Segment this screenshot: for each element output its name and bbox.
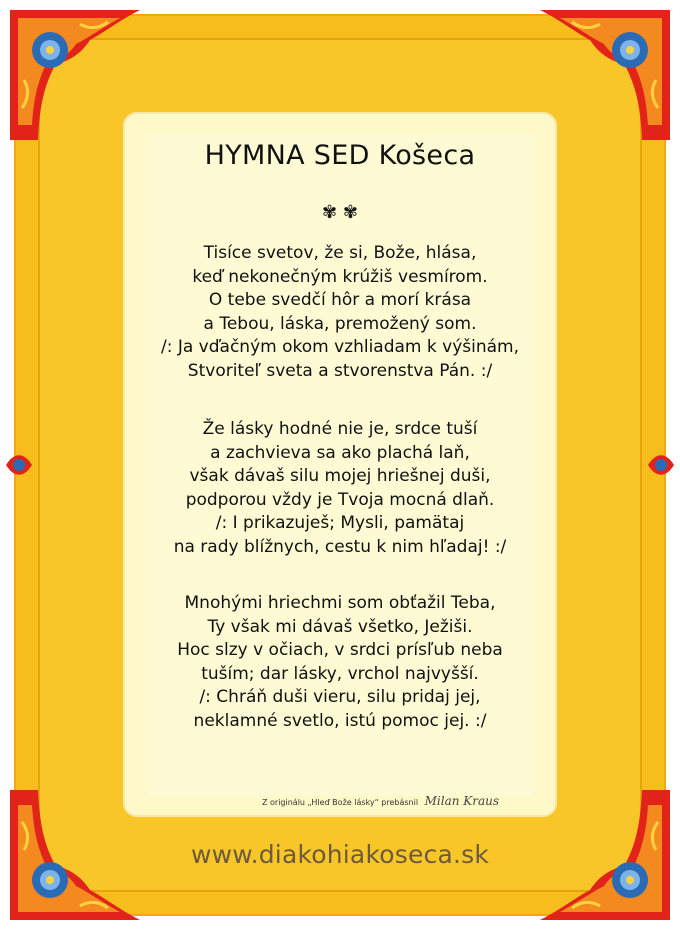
verse-line: O tebe svedčí hôr a morí krása [208,290,472,310]
verse-line: na rady blížnych, cestu k nim hľadaj! :/ [173,536,507,557]
side-ornament-left [2,448,36,482]
divider-ornament: ✾ ✾ [322,202,358,223]
stanza-1 [146,242,534,383]
verse-line: však dávaš silu mojej hriešnej duši, [189,466,491,486]
verse-line: neklamné svetlo, istú pomoc jej. :/ [193,710,487,731]
verse-line: a Tebou, láska, premožený som. [203,313,477,334]
verse-line: /: Chráň duši vieru, silu pridaj jej, [199,687,481,707]
verse-line: podporou vždy je Tvoja mocná dlaň. [185,489,495,510]
verse-line: /: Ja vďačným okom vzhliadam k výšinám, [160,337,519,357]
verse-line: Mnohými hriechmi som obťažil Teba, [184,593,496,613]
corner-ornament-top-left [10,10,140,140]
verse-line: Ty však mi dávaš všetko, Ježiši. [207,616,473,637]
verse-line: Tisíce svetov, že si, Bože, hlása, [203,243,477,263]
verse-line: tuším; dar lásky, vrchol najvyšší. [201,663,479,684]
credit-line [262,794,562,808]
signature: Milan Kraus [424,794,500,808]
side-ornament-right [644,448,678,482]
corner-ornament-top-right [540,10,670,140]
stanza-3 [146,592,534,733]
stanza-2 [146,418,534,559]
verse-line: a zachvieva sa ako plachá laň, [210,442,470,463]
verse-line: Stvoriteľ sveta a stvorenstva Pán. :/ [187,360,493,381]
website-url: www.diakohiakoseca.sk [190,840,490,869]
verse-line: /: I prikazuješ; Mysli, pamätaj [215,513,465,533]
credit-text: Z originálu „Hleď Bože lásky“ prebásnil [262,798,419,807]
verse-line: Hoc slzy v očiach, v srdci prísľub neba [177,640,503,660]
page-title: HYMNA SED Košeca [204,140,476,171]
verse-line: keď nekonečným krúžiš vesmírom. [192,266,488,287]
verse-line: Že lásky hodné nie je, srdce tuší [202,419,478,439]
